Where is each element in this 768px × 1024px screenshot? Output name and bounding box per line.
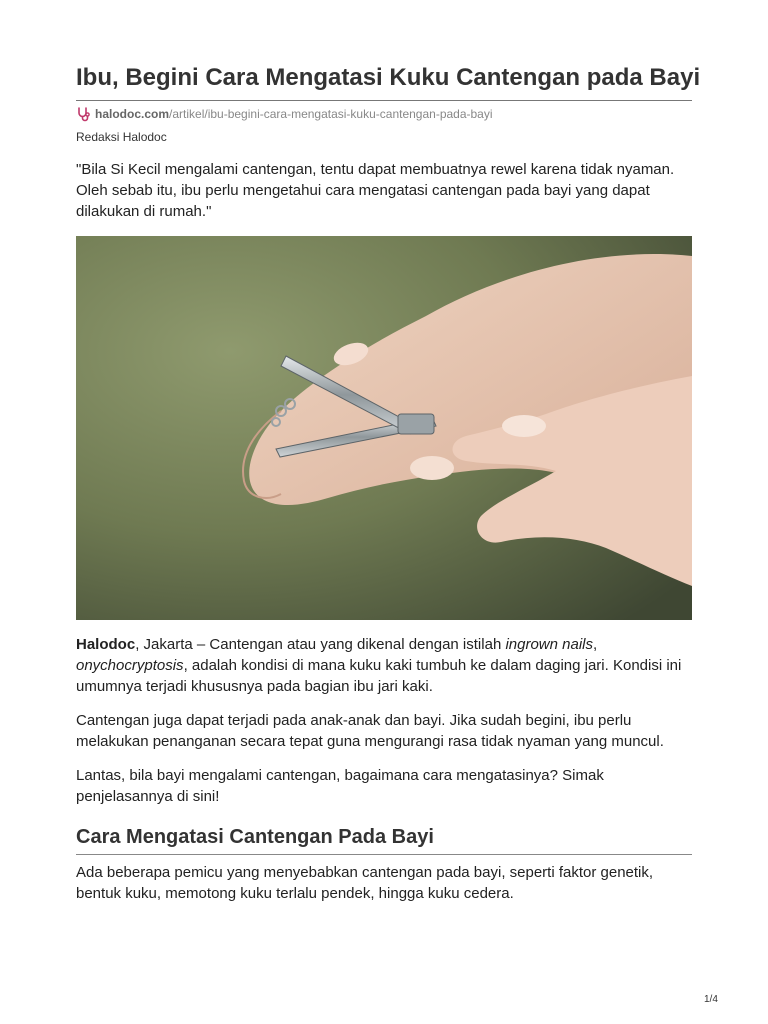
source-domain[interactable]: halodoc.com xyxy=(95,107,170,121)
paragraph-question: Lantas, bila bayi mengalami cantengan, bagaimana cara mengatasinya? Simak penjelasannya di sini! xyxy=(76,767,604,805)
section-heading: Cara Mengatasi Cantengan Pada Bayi xyxy=(76,826,434,848)
paragraph-children: Cantengan juga dapat terjadi pada anak-anak dan bayi. Jika sudah begini, ibu perlu melakukan penanganan secara tepat guna mengurangi rasa tidak nyaman yang muncul. xyxy=(76,712,664,750)
term-onychocryptosis: onychocryptosis xyxy=(76,657,184,674)
hero-image xyxy=(76,236,692,620)
title-divider xyxy=(76,100,692,101)
article-title: Ibu, Begini Cara Mengatasi Kuku Cantengan pada Bayi xyxy=(76,64,701,91)
paragraph-intro xyxy=(76,634,692,697)
source-path[interactable]: /artikel/ibu-begini-cara-mengatasi-kuku-cantengan-pada-bayi xyxy=(169,107,493,121)
source-url[interactable] xyxy=(76,106,493,122)
term-ingrown-nails: ingrown nails xyxy=(505,636,593,653)
brand-name: Halodoc xyxy=(76,636,136,653)
paragraph-text: , adalah kondisi di mana kuku kaki tumbuh ke dalam daging jari. Kondisi ini umumnya terjadi khususnya pada bagian ibu jari kaki. xyxy=(76,657,682,695)
page-number: 1/4 xyxy=(704,994,718,1005)
section-divider xyxy=(76,854,692,855)
paragraph-causes: Ada beberapa pemicu yang menyebabkan cantengan pada bayi, seperti faktor genetik, bentuk kuku, memotong kuku terlalu pendek, hingga kuku cedera. xyxy=(76,864,654,902)
stethoscope-icon xyxy=(76,106,92,122)
paragraph-text: , Jakarta – Cantengan atau yang dikenal dengan istilah xyxy=(135,636,506,653)
intro-quote: "Bila Si Kecil mengalami cantengan, tentu dapat membuatnya rewel karena tidak nyaman. Oleh sebab itu, ibu perlu mengetahui cara mengatasi cantengan pada bayi yang dapat dilakukan di rumah." xyxy=(76,161,675,220)
paragraph-text: , xyxy=(593,636,598,653)
author-byline: Redaksi Halodoc xyxy=(76,130,167,144)
